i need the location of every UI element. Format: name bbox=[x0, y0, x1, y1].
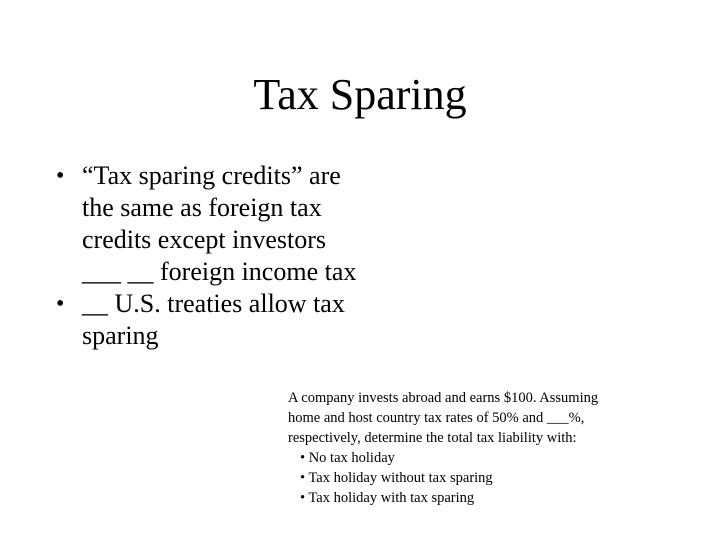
bullet-item-tax-sparing-credits bbox=[54, 160, 414, 288]
exercise-text-line: A company invests abroad and earns $100. Assuming bbox=[288, 390, 599, 406]
exercise-list bbox=[288, 448, 688, 508]
bullet-line: ___ __ foreign income tax bbox=[82, 257, 357, 286]
bullet-line: __ U.S. treaties allow tax bbox=[82, 289, 345, 318]
slide-title: Tax Sparing bbox=[253, 70, 467, 119]
exercise-item-no-tax-holiday: • No tax holiday bbox=[300, 450, 395, 466]
bullet-list bbox=[54, 160, 414, 352]
exercise-item-holiday-without-sparing: • Tax holiday without tax sparing bbox=[300, 470, 493, 486]
bullet-line: credits except investors bbox=[82, 225, 327, 254]
bullet-line: “Tax sparing credits” are bbox=[82, 161, 341, 190]
bullet-line: sparing bbox=[82, 321, 159, 350]
bullet-item-us-treaties bbox=[54, 288, 414, 352]
exercise-text-line: respectively, determine the total tax liability with: bbox=[288, 430, 577, 446]
bullet-line: the same as foreign tax bbox=[82, 193, 322, 222]
bullet-marker: • bbox=[56, 163, 65, 189]
bullet-marker: • bbox=[56, 291, 65, 317]
exercise-box bbox=[288, 388, 688, 508]
exercise-item-holiday-with-sparing: • Tax holiday with tax sparing bbox=[300, 490, 475, 506]
exercise-text-line: home and host country tax rates of 50% and ___%, bbox=[288, 410, 585, 426]
